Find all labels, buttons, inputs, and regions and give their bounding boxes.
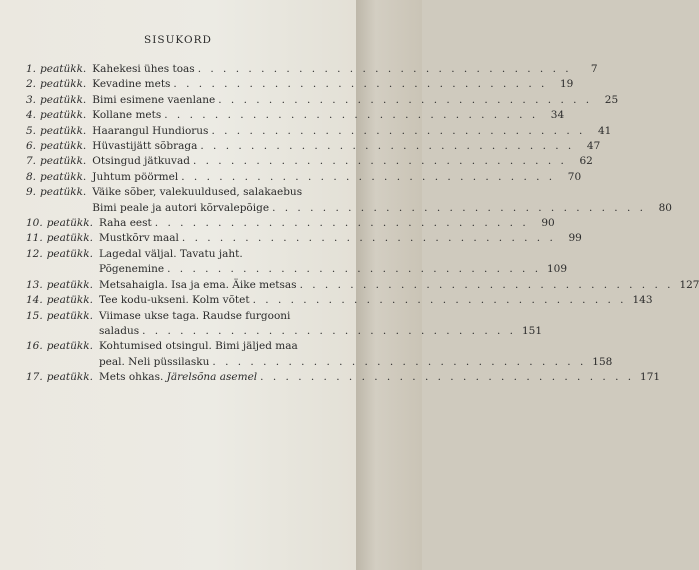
- chapter-label: peatükk.: [46, 232, 93, 245]
- toc-entry: [26, 93, 619, 108]
- chapter-label: peatükk.: [46, 247, 93, 260]
- chapter-title: Kahekesi ühes toas: [92, 63, 195, 75]
- chapter-title: Metsahaigla. Isa ja ema. Äike metsas: [98, 278, 297, 291]
- chapter-title-line: [99, 339, 612, 354]
- page-number: 127: [679, 278, 699, 291]
- dot-leader: . . . . . . . . . . . . . . . . . . . . . . . . . . . . . .: [154, 217, 529, 230]
- page-number: 99: [568, 232, 582, 245]
- page-number: 7: [590, 63, 598, 75]
- toc-entry: [26, 216, 555, 231]
- page-number: 47: [586, 140, 601, 153]
- chapter-label: peatükk.: [40, 140, 87, 153]
- chapter-number: 10.: [26, 217, 43, 230]
- chapter-title-block: [86, 108, 564, 123]
- chapter-title-block: [86, 185, 672, 216]
- toc-entry: [26, 108, 565, 123]
- dot-leader: . . . . . . . . . . . . . . . . . . . . . . . . . . . . . .: [218, 93, 593, 106]
- chapter-label: peatükk.: [40, 155, 87, 168]
- dot-leader: . . . . . . . . . . . . . . . . . . . . . . . . . . . . . .: [252, 294, 627, 307]
- page-number: 41: [597, 124, 612, 137]
- chapter-title-block: [93, 370, 660, 385]
- chapter-title: Kohtumised otsingul. Bimi jäljed maa: [98, 340, 298, 353]
- toc-entry: [26, 124, 612, 139]
- chapter-title-line: [92, 185, 672, 200]
- chapter-label: peatükk.: [46, 217, 93, 230]
- chapter-title-line: [92, 139, 600, 154]
- chapter-title: Juhtum pöörmel: [92, 170, 179, 183]
- chapter-number: 4.: [26, 109, 37, 122]
- chapter-title: Lagedal väljal. Tavatu jaht.: [98, 247, 243, 260]
- chapter-title: Tee kodu-ukseni. Kolm võtet: [98, 294, 250, 307]
- dot-leader: . . . . . . . . . . . . . . . . . . . . . . . . . . . . . .: [197, 63, 572, 75]
- chapter-title: Mustkõrv maal: [98, 232, 179, 245]
- chapter-number: 8.: [26, 170, 37, 183]
- toc-entry: [26, 293, 653, 308]
- dot-leader: . . . . . . . . . . . . . . . . . . . . . . . . . . . . . .: [142, 324, 517, 337]
- page-number: 151: [521, 324, 543, 337]
- toc-entry: [26, 154, 593, 169]
- chapter-number: 17.: [26, 371, 43, 384]
- chapter-number: 13.: [26, 278, 43, 291]
- page-number: 62: [579, 155, 593, 168]
- dot-leader: . . . . . . . . . . . . . . . . . . . . . . . . . . . . . .: [164, 109, 539, 122]
- chapter-title: Haarangul Hundiorus: [92, 124, 209, 137]
- table-of-contents: [26, 62, 699, 386]
- dot-leader: . . . . . . . . . . . . . . . . . . . . . . . . . . . . . .: [211, 124, 586, 137]
- chapter-title-line: [92, 77, 573, 92]
- chapter-title-block: [93, 278, 699, 293]
- chapter-title-line: [99, 231, 582, 246]
- chapter-subtitle-italic: Järelsõna asemel: [166, 371, 258, 384]
- chapter-label: peatükk.: [40, 93, 87, 106]
- chapter-label: peatükk.: [46, 371, 93, 384]
- chapter-label: peatükk.: [40, 124, 87, 137]
- page-number: 171: [640, 371, 661, 384]
- page-number: 143: [632, 294, 653, 307]
- chapter-number: 12.: [26, 247, 43, 260]
- chapter-number: 7.: [26, 155, 37, 168]
- chapter-title-block: [86, 77, 573, 92]
- chapter-label: peatükk.: [40, 63, 87, 75]
- page-number: 80: [658, 201, 672, 214]
- chapter-title: peal. Neli püssilasku: [98, 355, 210, 368]
- chapter-title: Viimase ukse taga. Raudse furgooni: [98, 309, 291, 322]
- chapter-label: peatükk.: [46, 309, 93, 322]
- dot-leader: . . . . . . . . . . . . . . . . . . . . . . . . . . . . . .: [200, 140, 575, 153]
- chapter-title-block: [86, 124, 611, 139]
- chapter-title-line: [92, 124, 611, 139]
- dot-leader: . . . . . . . . . . . . . . . . . . . . . . . . . . . . . .: [299, 278, 674, 291]
- chapter-title: Väike sõber, valekuuldused, salakaebus: [92, 186, 303, 199]
- chapter-title-line: [99, 278, 699, 293]
- page-title: SISUKORD: [144, 34, 212, 46]
- chapter-title-line: [99, 309, 542, 324]
- page-number: 25: [604, 93, 619, 106]
- toc-entry: [26, 231, 582, 246]
- chapter-label: peatükk.: [46, 278, 93, 291]
- chapter-title-block: [86, 170, 581, 185]
- dot-leader: . . . . . . . . . . . . . . . . . . . . . . . . . . . . . .: [192, 155, 567, 168]
- chapter-title: Bimi peale ja autori kõrvalepõige: [92, 201, 270, 214]
- page-number: 158: [592, 355, 613, 368]
- dot-leader: . . . . . . . . . . . . . . . . . . . . . . . . . . . . . .: [181, 170, 556, 183]
- dot-leader: . . . . . . . . . . . . . . . . . . . . . . . . . . . . . .: [212, 355, 587, 368]
- chapter-title-line: [92, 62, 597, 77]
- chapter-title-line: [99, 324, 542, 339]
- chapter-title-line: [92, 108, 564, 123]
- chapter-title: saladus: [98, 324, 140, 337]
- chapter-number: 11.: [26, 232, 43, 245]
- dot-leader: . . . . . . . . . . . . . . . . . . . . . . . . . . . . . .: [260, 371, 635, 384]
- chapter-title: Mets ohkas. Järelsõna asemel: [98, 371, 258, 384]
- toc-entry: [26, 370, 661, 385]
- chapter-title-line: [99, 247, 567, 262]
- chapter-title: Raha eest: [98, 217, 152, 230]
- chapter-label: peatükk.: [40, 109, 87, 122]
- chapter-label: peatükk.: [46, 294, 93, 307]
- chapter-title: Hüvastijätt sõbraga: [92, 140, 198, 153]
- chapter-title-line: [99, 355, 612, 370]
- chapter-label: peatükk.: [40, 170, 87, 183]
- chapter-number: 1.: [26, 63, 37, 75]
- chapter-number: 2.: [26, 78, 37, 91]
- dot-leader: . . . . . . . . . . . . . . . . . . . . . . . . . . . . . .: [167, 263, 542, 276]
- chapter-title-block: [86, 154, 593, 169]
- chapter-title-line: [92, 154, 593, 169]
- chapter-number: 9.: [26, 186, 37, 199]
- toc-entry: [26, 62, 598, 77]
- chapter-number: 6.: [26, 140, 37, 153]
- page-number: 34: [550, 109, 565, 122]
- toc-entry: [26, 185, 672, 216]
- chapter-title-block: [86, 139, 600, 154]
- chapter-title: Kollane mets: [92, 109, 162, 122]
- chapter-title: Põgenemine: [98, 263, 165, 276]
- chapter-title-block: [93, 309, 542, 340]
- chapter-title-line: [99, 216, 555, 231]
- toc-entry: [26, 278, 699, 293]
- chapter-title-line: [92, 170, 581, 185]
- chapter-title-line: [92, 93, 618, 108]
- page-number: 70: [567, 170, 582, 183]
- chapter-title-line: [99, 370, 660, 385]
- toc-entry: [26, 139, 601, 154]
- chapter-title-line: [99, 293, 653, 308]
- chapter-label: peatükk.: [40, 186, 87, 199]
- chapter-title-block: [93, 247, 567, 278]
- chapter-label: peatükk.: [40, 78, 87, 91]
- dot-leader: . . . . . . . . . . . . . . . . . . . . . . . . . . . . . .: [272, 201, 646, 214]
- chapter-title-block: [86, 62, 597, 77]
- dot-leader: . . . . . . . . . . . . . . . . . . . . . . . . . . . . . .: [181, 232, 556, 245]
- toc-entry: [26, 309, 543, 340]
- chapter-number: 3.: [26, 93, 37, 106]
- dot-leader: . . . . . . . . . . . . . . . . . . . . . . . . . . . . . .: [173, 78, 548, 91]
- toc-entry: [26, 170, 582, 185]
- toc-entry: [26, 77, 574, 92]
- chapter-number: 15.: [26, 309, 43, 322]
- chapter-title-line: [92, 201, 672, 216]
- chapter-title: Bimi esimene vaenlane: [92, 93, 216, 106]
- chapter-title-block: [93, 216, 555, 231]
- chapter-title-block: [86, 93, 618, 108]
- page-number: 109: [547, 263, 568, 276]
- toc-entry: [26, 339, 613, 370]
- chapter-number: 5.: [26, 124, 37, 137]
- chapter-title: Otsingud jätkuvad: [92, 155, 190, 168]
- chapter-title: Kevadine mets: [92, 78, 171, 91]
- toc-entry: [26, 247, 568, 278]
- page-number: 19: [559, 78, 574, 91]
- chapter-number: 14.: [26, 294, 43, 307]
- chapter-title-block: [93, 293, 653, 308]
- chapter-title-line: [99, 262, 567, 277]
- page-number: 90: [541, 217, 555, 230]
- chapter-number: 16.: [26, 340, 43, 353]
- chapter-title-block: [93, 231, 582, 246]
- chapter-title-block: [93, 339, 612, 370]
- chapter-label: peatükk.: [46, 340, 93, 353]
